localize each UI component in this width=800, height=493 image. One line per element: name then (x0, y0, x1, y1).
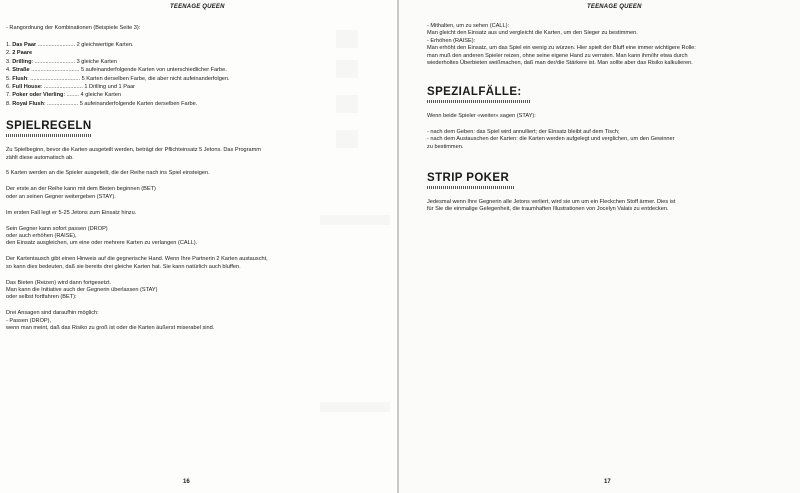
ranking-intro: - Rangordnung der Kombinationen (Beispiele Seite 3): (6, 25, 141, 31)
ranking-name: Royal Flush (12, 100, 44, 107)
text-line: - Passen (DROP), (6, 317, 52, 324)
left-page (0, 0, 397, 493)
text-line: Jedesmal wenn Ihre Gegnerin alle Jetons verliert, wird sie um um ein Fleckchen Stoff ärmer. Dies ist (427, 198, 676, 205)
text-line: Sein Gegner kann sofort passen (DROP) (6, 225, 108, 232)
text-line: - nach dem Geben: das Spiel wird annulliert; der Einsatz bleibt auf dem Tisch; (427, 128, 620, 135)
text-line: 5 Karten werden an die Spieler ausgeteilt, die der Reihe nach ins Spiel einsteigen. (6, 170, 210, 177)
text-line: Wenn beide Spieler «weiter» sagen (STAY): (427, 112, 536, 119)
text-line: Der erste an der Reihe kann mit dem Bieten beginnen (BET) (6, 186, 156, 193)
ranking-number: 1. (6, 41, 11, 48)
text-line: Zu Spielbeginn, bevor die Karten ausgeteilt werden, beträgt der Pflichteinsatz 5 Jetons. Das Programm (6, 147, 261, 154)
text-line: Das Bieten (Reizen) wird dann fortgesetzt. (6, 279, 112, 286)
stay-paragraph (427, 113, 793, 120)
ranking-leader-dots: ........................ (36, 41, 76, 48)
text-line: Im ersten Fall legt er 5-25 Jetons zum Einsatz hinzu. (6, 209, 137, 216)
heading-underline (6, 134, 92, 137)
text-line: so kann dies bedeuten, daß sie bereits drei gleiche Karten hat. Sie kann natürlich auch bluffen. (6, 263, 241, 270)
text-line: Man erhöht den Einsatz, um das Spiel ein wenig zu würzen. Hier spielt der Bluff eine immer wichtigere Rolle: (427, 45, 696, 52)
ranking-item (6, 58, 391, 66)
ranking-description: 5 aufeinanderfolgende Karten von unterschiedlicher Farbe. (80, 67, 227, 74)
stay-cases-paragraph (427, 129, 793, 151)
text-line: den Einsatz ausgleichen, um eine oder mehrere Karten zu verlangen (CALL). (6, 240, 198, 247)
ranking-leader-dots: : ......................... (40, 83, 83, 90)
ranking-description: 1 Drilling und 1 Paar (84, 83, 136, 90)
section-heading-strip-poker: STRIP POKER (427, 171, 510, 184)
text-line: oder selbst fortfahren (BET): (6, 294, 77, 301)
rules-paragraph (6, 147, 391, 162)
ranking-leader-dots: ............................... (29, 67, 80, 74)
ranking-name: Das Paar (12, 41, 37, 48)
page-number-left: 16 (183, 479, 190, 485)
rules-paragraphs (6, 147, 391, 332)
text-line: - nach dem Austauschen der Karten: die Karten werden aufgelegt und verglichen, um den Gewinner (427, 136, 675, 143)
text-line: oder auch erhöhen (RAISE), (6, 233, 77, 239)
rules-paragraph (6, 280, 391, 302)
ranking-item (6, 75, 391, 83)
rules-paragraph (6, 226, 391, 248)
text-line: Man gleicht den Einsatz aus und vergleicht die Karten, um den Sieger zu bestimmen. (427, 30, 638, 37)
rules-paragraph (6, 310, 391, 332)
ranking-item (6, 41, 391, 49)
section-heading-spezialfaelle: SPEZIALFÄLLE: (427, 85, 522, 98)
ranking-number: 7. (6, 92, 11, 99)
text-line: - Mithalten, um zu sehen (CALL): (427, 23, 510, 29)
ranking-description: 3 gleiche Karten (76, 58, 118, 65)
heading-underline (427, 186, 515, 189)
ranking-number: 4. (6, 67, 11, 74)
text-line: Man kann die Initiative auch der Gegnerin überlassen (STAY) (6, 287, 158, 294)
ranking-number: 3. (6, 58, 11, 65)
text-line: man muß den anderen Spieler reizen, ohne seine eigene Hand zu verraten. Man kann ihm/ihr etwa durch (427, 52, 688, 59)
text-line: wenn man meint, daß das Risiko zu groß ist oder die Karten äußerst miserabel sind. (6, 325, 215, 332)
page-number-right: 17 (604, 479, 611, 485)
text-line: zählt diese automatisch ab. (6, 154, 74, 161)
ranking-number: 5. (6, 75, 11, 82)
ranking-description: 4 gleiche Karten (80, 92, 121, 99)
ranking-name: 2 Paare (12, 50, 33, 57)
ranking-number: 6. (6, 83, 11, 90)
ranking-list (6, 41, 391, 108)
call-raise-paragraph (427, 23, 793, 67)
ranking-name: Poker oder Vierling (12, 92, 64, 99)
rules-paragraph (6, 170, 391, 177)
ranking-item (6, 91, 391, 99)
section-heading-spielregeln: SPIELREGELN (6, 120, 92, 133)
ranking-leader-dots: : ................................ (27, 75, 80, 82)
ranking-name: Straße (12, 67, 30, 74)
rules-paragraph (6, 186, 391, 201)
ranking-description: 2 gleichwertige Karten. (76, 41, 134, 48)
rules-paragraph (6, 256, 391, 271)
right-text-column (427, 23, 793, 222)
ranking-number: 2. (6, 50, 11, 57)
ranking-number: 8. (6, 100, 11, 107)
running-head: TEENAGE QUEEN (587, 4, 642, 10)
text-line: für Sie die einmalige Gelegenheit, die traumhaften Illustrationen von Jocelyn Valais zu entdecken. (427, 205, 669, 212)
text-line: wiederholtes Überbieten weißmachen, daß man der/die Stärkere ist. Man sollte aber das Risiko kalkulieren. (427, 60, 693, 67)
ranking-name: Flush (12, 75, 28, 82)
ranking-leader-dots: : ........ (63, 92, 79, 99)
ranking-item (6, 49, 391, 57)
strip-poker-paragraph (427, 199, 793, 214)
text-line: oder an seinen Gegner weitergeben (STAY). (6, 193, 116, 200)
ranking-description: 5 aufeinanderfolgende Karten derselben Farbe. (79, 100, 198, 107)
right-page (399, 0, 800, 493)
running-head: TEENAGE QUEEN (170, 4, 225, 10)
text-line: zu bestimmen. (427, 143, 464, 150)
ranking-leader-dots: : .................... (43, 100, 79, 107)
ranking-item (6, 83, 391, 91)
heading-underline (427, 100, 531, 103)
text-line: Drei Ansagen sind daraufhin möglich: (6, 310, 99, 317)
ranking-description: 5 Karten derselben Farbe, die aber nicht aufeinanderfolgen. (81, 75, 230, 82)
ranking-leader-dots: : .......................... (31, 58, 76, 65)
ranking-name: Drilling (12, 58, 32, 65)
text-line: Der Kartentausch gibt einen Hinweis auf die gegnerische Hand. Wenn Ihre Partnerin 2 Karten austauscht, (6, 256, 268, 263)
rules-paragraph (6, 210, 391, 217)
ranking-item (6, 66, 391, 74)
ranking-item (6, 100, 391, 108)
text-line: - Erhöhen (RAISE): (427, 37, 476, 44)
ranking-name: Full House (12, 83, 41, 90)
left-text-column (6, 25, 391, 341)
